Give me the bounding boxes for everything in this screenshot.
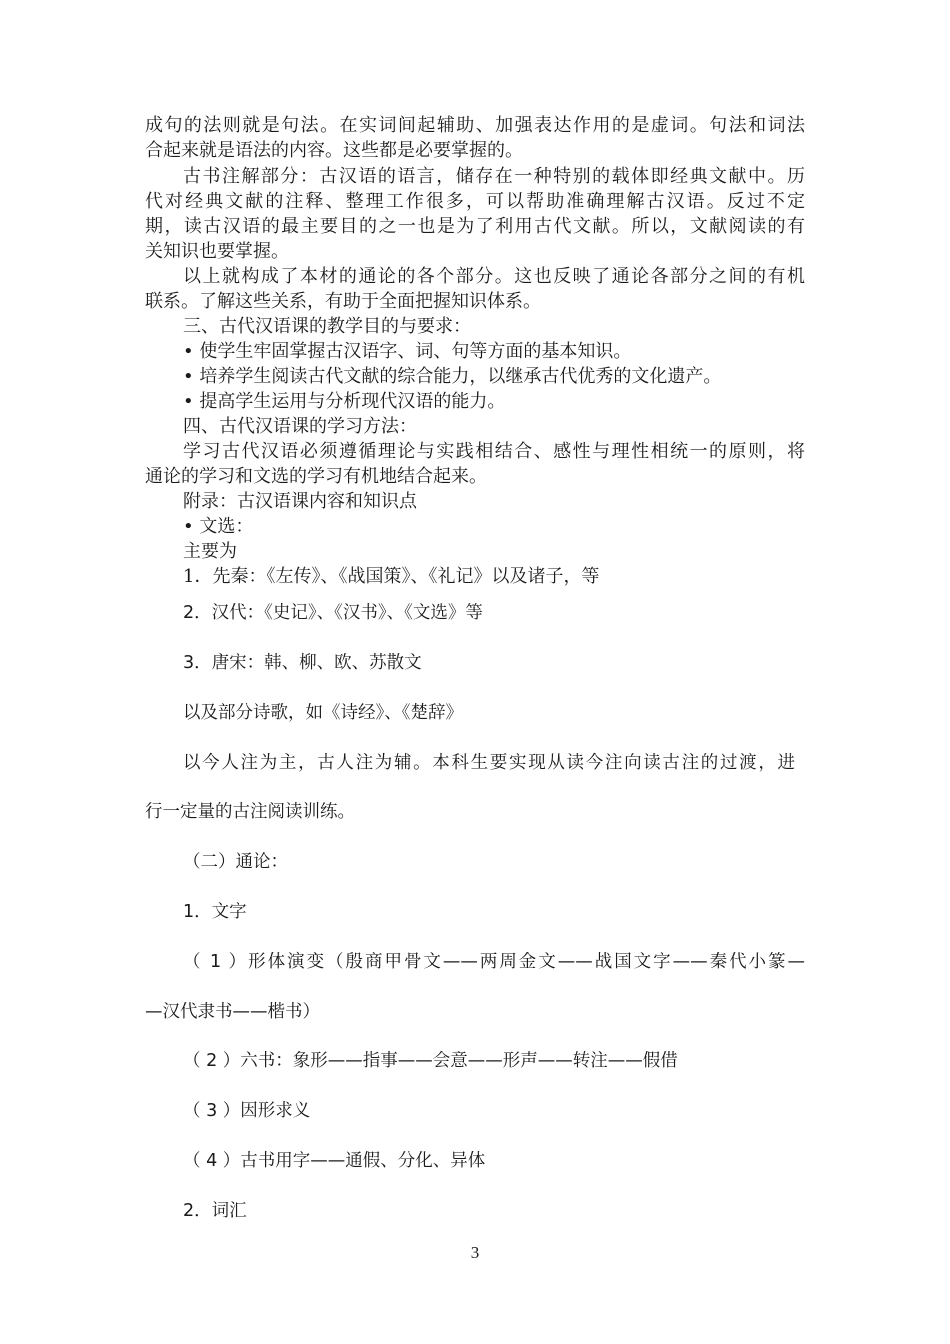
section-heading: 三、古代汉语课的教学目的与要求： [183,316,471,337]
list-item: 1．文字 [183,902,247,922]
subsection-heading: （二）通论： [183,852,288,872]
bullet-item: • 文选： [183,516,254,537]
list-item: （ 3 ）因形求义 [183,1101,311,1121]
body-text-line: 联系。了解这些关系，有助于全面把握知识体系。 [145,291,541,312]
body-text-line: 代对经典文献的注释、整理工作很多，可以帮助准确理解古汉语。反过不定 [145,191,805,212]
body-text-line: 以及部分诗歌，如《诗经》、《楚辞》 [183,703,463,723]
list-item: 2．词汇 [183,1201,247,1221]
paragraph-line: 学习古代汉语必须遵循理论与实践相结合、感性与理性相统一的原则，将 [183,441,805,462]
bullet-item: • 使学生牢固掌握古汉语字、词、句等方面的基本知识。 [183,341,632,362]
bullet-item: • 培养学生阅读古代文献的综合能力，以继承古代优秀的文化遗产。 [183,366,722,387]
body-text-line: 合起来就是语法的内容。这些都是必要掌握的。 [145,140,523,161]
body-text-line: 主要为 [183,541,237,562]
body-text-line: 关知识也要掌握。 [145,241,289,262]
body-text-line: 期，读古汉语的最主要目的之一也是为了利用古代文献。所以，文献阅读的有 [145,216,805,237]
list-item: （ 4 ）古书用字——通假、分化、异体 [183,1151,486,1171]
page-number: 3 [470,1243,480,1262]
paragraph-line: 以今人注为主，古人注为辅。本科生要实现从读今注向读古注的过渡，进 [183,753,795,773]
bullet-item: • 提高学生运用与分析现代汉语的能力。 [183,391,506,412]
list-item: 1．先秦：《左传》、《战国策》、《礼记》以及诸子，等 [183,566,600,587]
body-text-line: 成句的法则就是句法。在实词间起辅助、加强表达作用的是虚词。句法和词法 [145,115,805,136]
appendix-heading: 附录：古汉语课内容和知识点 [183,491,417,512]
body-text-line: —汉代隶书——楷书） [145,1002,320,1022]
section-heading: 四、古代汉语课的学习方法： [183,416,417,437]
paragraph-line: 以上就构成了本材的通论的各个部分。这也反映了通论各部分之间的有机 [183,266,805,287]
list-item: （ 1 ）形体演变（殷商甲骨文——两周金文——战国文字——秦代小篆— [183,952,805,972]
paragraph-line: 古书注解部分：古汉语的语言，储存在一种特别的载体即经典文献中。历 [183,166,805,187]
body-text-line: 行一定量的古注阅读训练。 [145,802,355,822]
list-item: （ 2 ）六书：象形——指事——会意——形声——转注——假借 [183,1051,678,1071]
body-text-line: 通论的学习和文选的学习有机地结合起来。 [145,466,487,487]
list-item: 3．唐宋：韩、柳、欧、苏散文 [183,653,422,673]
list-item: 2．汉代：《史记》、《汉书》、《文选》等 [183,603,483,623]
